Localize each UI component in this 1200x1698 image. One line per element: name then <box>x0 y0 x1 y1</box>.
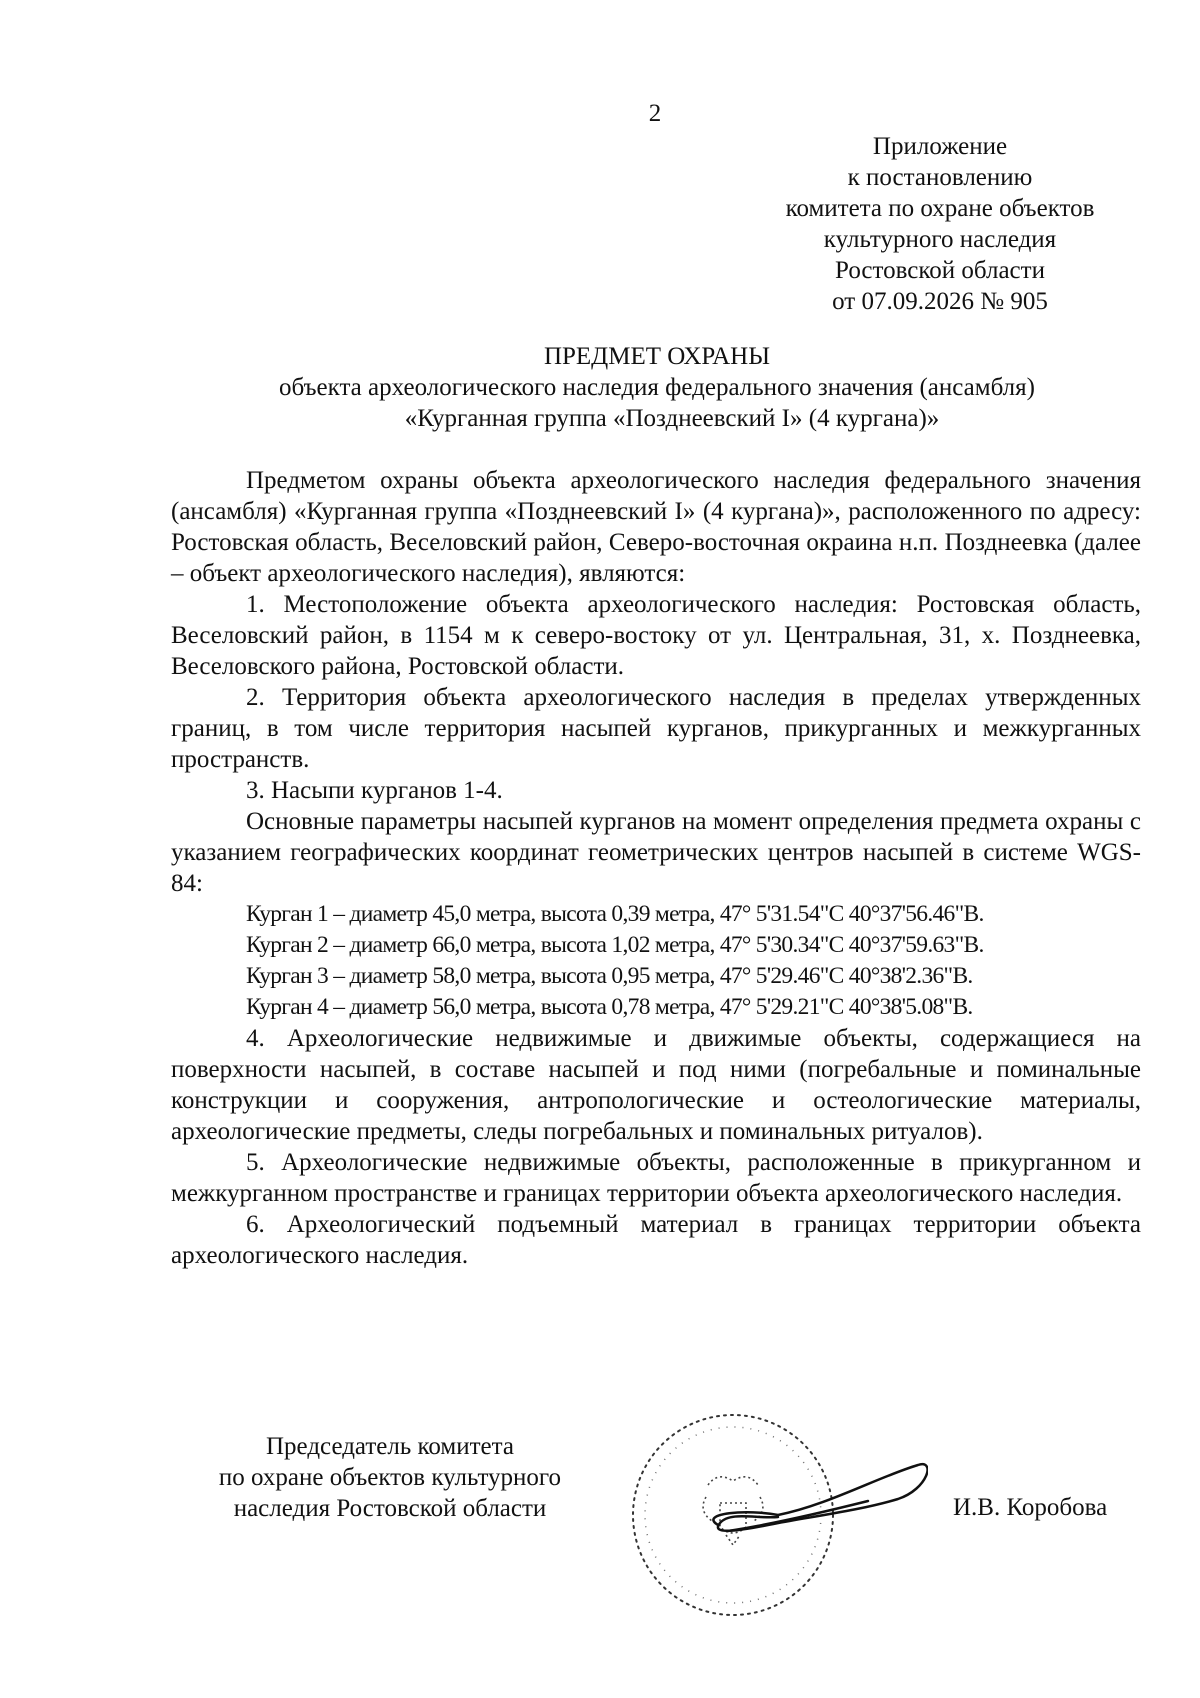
document-body <box>171 465 1141 1271</box>
body-paragraph: 4. Археологические недвижимые и движимые объекты, содержащиеся на поверхности насыпей, в составе насыпей и под ними (погребальные и поминальные конструкции и сооружения, антропологические и остеологические материалы, археологические предметы, следы погребальных и поминальных ритуалов). <box>171 1025 1141 1145</box>
kurgan-entry: Курган 2 – диаметр 66,0 метра, высота 1,02 метра, 47° 5'30.34"С 40°37'59.63"В. <box>246 932 984 958</box>
appendix-line: комитета по охране объектов <box>785 195 1095 222</box>
signatory-name: И.В. Коробова <box>953 1494 1108 1521</box>
body-paragraph: 5. Археологические недвижимые объекты, расположенные в прикурганном и межкурганном пространстве и границах территории объекта археологического наследия. <box>171 1149 1141 1207</box>
appendix-line: культурного наследия <box>823 226 1057 253</box>
body-paragraph: Предметом охраны объекта археологического наследия федерального значения (ансамбля) «Курганная группа «Позднеевский I» (4 кургана)», расположенного по адресу: Ростовская область, Веселовский район, Северо-восточная окраина н.п. Позднеевка (далее – объект археологического наследия), являются: <box>171 467 1141 587</box>
signatory-position <box>180 1431 600 1524</box>
document-subtitle-line-1: объекта археологического наследия федерального значения (ансамбля) <box>279 374 1035 401</box>
signatory-position-line: по охране объектов культурного <box>218 1464 562 1491</box>
appendix-date-number: от 07.09.2026 № 905 <box>832 288 1048 315</box>
kurgan-entry: Курган 4 – диаметр 56,0 метра, высота 0,78 метра, 47° 5'29.21"С 40°38'5.08"В. <box>246 994 973 1020</box>
body-paragraph: Основные параметры насыпей курганов на момент определения предмета охраны с указанием географических координат геометрических центров насыпей в системе WGS-84: <box>171 808 1141 897</box>
official-seal-and-signature <box>628 1385 928 1645</box>
handwritten-signature <box>713 1464 927 1531</box>
signatory-position-line: наследия Ростовской области <box>233 1495 547 1522</box>
page-number: 2 <box>648 100 662 127</box>
appendix-block <box>760 131 1120 317</box>
document-title-block <box>170 341 1144 434</box>
appendix-line: Ростовской области <box>835 257 1045 284</box>
document-heading: ПРЕДМЕТ ОХРАНЫ <box>543 343 771 370</box>
body-paragraph: 6. Археологический подъемный материал в границах территории объекта археологического наследия. <box>171 1211 1141 1269</box>
appendix-line: к постановлению <box>847 164 1033 191</box>
body-paragraph: 2. Территория объекта археологического наследия в пределах утвержденных границ, в том числе территория насыпей курганов, прикурганных и межкурганных пространств. <box>171 684 1141 773</box>
appendix-line: Приложение <box>872 133 1008 160</box>
document-subtitle-line-2: «Курганная группа «Позднеевский I» (4 кургана)» <box>404 405 940 432</box>
kurgan-entry: Курган 1 – диаметр 45,0 метра, высота 0,39 метра, 47° 5'31.54"С 40°37'56.46"В. <box>246 901 984 927</box>
seal-stamp <box>633 1415 833 1615</box>
body-paragraph: 3. Насыпи курганов 1-4. <box>246 777 503 804</box>
signatory-position-line: Председатель комитета <box>266 1433 514 1460</box>
body-paragraph: 1. Местоположение объекта археологического наследия: Ростовская область, Веселовский район, в 1154 м к северо-востоку от ул. Центральная, 31, х. Позднеевка, Веселовского района, Ростовской области. <box>171 591 1141 680</box>
kurgan-entry: Курган 3 – диаметр 58,0 метра, высота 0,95 метра, 47° 5'29.46"С 40°38'2.36"В. <box>246 963 973 989</box>
